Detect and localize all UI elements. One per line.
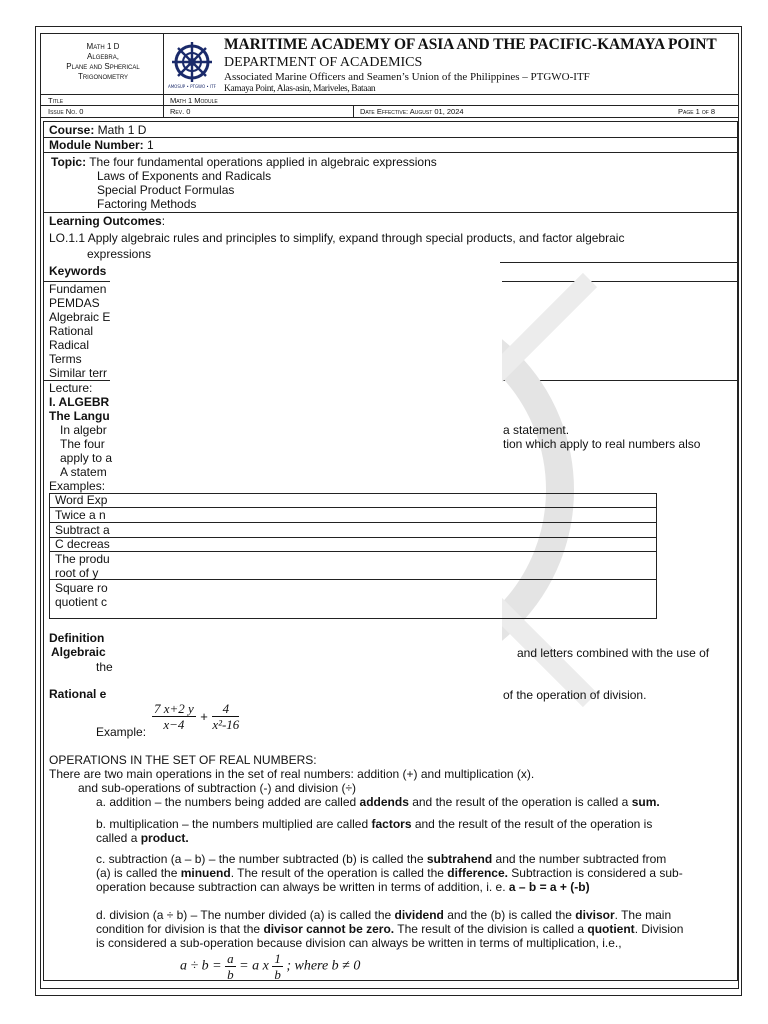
table-row: quotient c: [55, 595, 108, 609]
keywords-heading: Keywords: [49, 264, 107, 278]
topic-line: [51, 155, 437, 169]
issue-number: Issue No. 0: [48, 107, 84, 116]
keyword-item: Similar terr: [49, 366, 108, 380]
op-subtraction-l2: (a) is called the minuend. The result of the operation is called the difference. Subtraction is considered a sub-: [96, 866, 683, 880]
date-effective: Date Effective: August 01, 2024: [360, 107, 464, 116]
rational-term: Rational e: [49, 687, 107, 701]
watermark-gap: [110, 268, 502, 706]
fraction-denominator: x²-16: [212, 717, 240, 732]
institution-header: [224, 36, 736, 95]
op-multiplication: b. multiplication – the numbers multiplied are called factors and the result of the result of the operation is: [96, 817, 653, 831]
lecture-p3: apply to a: [60, 451, 113, 465]
algebraic-def-right: and letters combined with the use of: [517, 646, 710, 660]
table-row: Subtract a: [55, 523, 110, 537]
header-left-line: Algebra,: [87, 52, 119, 61]
lecture-heading: I. ALGEBR: [49, 395, 110, 409]
course-value: Math 1 D: [94, 123, 147, 137]
title-value: Math 1 Module: [170, 96, 218, 105]
course-header-block: [44, 36, 162, 100]
algebraic-def-cont: the: [96, 660, 113, 674]
lecture-subheading: The Langu: [49, 409, 110, 423]
keyword-item: Algebraic E: [49, 310, 111, 324]
rational-example-expression: $\frac{7 x+2 y}{x-4}$ + $\frac{4}{\text{x²-16}}$: [154, 701, 240, 732]
header-left-line: Trigonometry: [77, 72, 129, 81]
outcomes-heading: Learning Outcomes:: [49, 214, 166, 228]
header-left-line: Math 1 D: [86, 42, 120, 51]
keyword-item: PEMDAS: [49, 296, 100, 310]
title-label: Title: [48, 96, 64, 105]
topic-item: Special Product Formulas: [97, 183, 235, 197]
logo-caption: AMOSUP • PTGWO • ITF: [167, 84, 217, 89]
module-label: Module Number:: [49, 138, 144, 152]
lecture-label: Lecture:: [49, 381, 93, 395]
department-name: DEPARTMENT OF ACADEMICS: [224, 55, 423, 70]
keyword-item: Terms: [49, 352, 82, 366]
page-number: Page 1 of 8: [678, 107, 716, 116]
topic-first: The four fundamental operations applied in algebraic expressions: [86, 155, 437, 169]
op-division: d. division (a ÷ b) – The number divided (a) is called the dividend and the (b) is called the divisor. The main: [96, 908, 672, 922]
fraction-numerator: 7 x+2 y: [154, 701, 194, 716]
address: Kamaya Point, Alas-asin, Mariveles, Bataan: [224, 84, 376, 94]
keyword-item: Rational: [49, 324, 94, 338]
table-row: Twice a n: [55, 508, 106, 522]
table-row: root of y: [55, 566, 99, 580]
topic-label: Topic:: [51, 155, 87, 169]
lecture-p2-right: tion which apply to real numbers also: [503, 437, 701, 451]
op-addition: a. addition – the numbers being added are called addends and the result of the operation is called a sum.: [96, 795, 660, 809]
rational-def-right: of the operation of division.: [503, 688, 647, 702]
fraction-denominator: b: [227, 967, 234, 982]
table-row: The produ: [55, 552, 110, 566]
lecture-p1-right: a statement.: [503, 423, 570, 437]
union-name: Associated Marine Officers and Seamen’s Union of the Philippines – PTGWO-ITF: [224, 71, 590, 83]
example-label: Example:: [96, 725, 147, 739]
op-multiplication-cont: called a product.: [96, 831, 189, 845]
outcome-lo1: LO.1.1 Apply algebraic rules and principles to simplify, expand through special products, and factor algebraic: [49, 231, 625, 245]
course-label: Course:: [49, 123, 95, 137]
academy-logo: [166, 38, 218, 90]
fraction-numerator: a: [227, 951, 234, 966]
module-value: 1: [143, 138, 154, 152]
topic-item: Factoring Methods: [97, 197, 197, 211]
course-line: [49, 123, 146, 137]
op-subtraction: c. subtraction (a – b) – the number subtracted (b) is called the subtrahend and the number subtracted from: [96, 852, 667, 866]
fraction-denominator: x−4: [163, 717, 185, 732]
lecture-p1: In algebr: [60, 423, 107, 437]
header-left-line: Plane and Spherical: [66, 62, 140, 71]
org-name: MARITIME ACADEMY OF ASIA AND THE PACIFIC-KAMAYA POINT: [224, 36, 717, 53]
fraction-numerator: 1: [274, 951, 281, 966]
lecture-p4: A statem: [60, 465, 107, 479]
table-row: Square ro: [55, 581, 108, 595]
lecture-p2: The four: [60, 437, 105, 451]
operations-line2: and sub-operations of subtraction (-) and division (÷): [78, 781, 357, 795]
outcome-lo1-cont: expressions: [87, 247, 152, 261]
fraction-denominator: b: [274, 967, 281, 982]
op-division-l3: is considered a sub-operation because division can always be written in terms of multiplication, i.e.,: [96, 936, 622, 950]
keyword-item: Radical: [49, 338, 90, 352]
operations-line1: There are two main operations in the set of real numbers: addition (+) and multiplication (x).: [49, 767, 535, 781]
op-division-l2: condition for division is that the divisor cannot be zero. The result of the division is called a quotient. Division: [96, 922, 684, 936]
table-row: Word Exp: [55, 493, 108, 507]
topic-item: Laws of Exponents and Radicals: [97, 169, 272, 183]
op-subtraction-l3: operation because subtraction can always be written in terms of addition, i. e. a – b = a + (-b): [96, 880, 590, 894]
operations-title: OPERATIONS IN THE SET OF REAL NUMBERS:: [49, 753, 317, 767]
algebraic-term: Algebraic: [51, 645, 106, 659]
meta-issue-row: [40, 105, 738, 118]
examples-label: Examples:: [49, 479, 106, 493]
fraction-numerator: 4: [212, 701, 239, 717]
division-equation: a ÷ b = $\frac{a}{b}$ = a x $\frac{1}{b}$ ; where b ≠ 0: [180, 951, 361, 982]
module-line: [49, 138, 154, 152]
definition-heading: Definition: [49, 631, 105, 645]
keyword-item: Fundamen: [49, 282, 107, 296]
examples-table: [49, 493, 657, 619]
table-row: C decreas: [55, 537, 110, 551]
revision: Rev. 0: [170, 107, 191, 116]
